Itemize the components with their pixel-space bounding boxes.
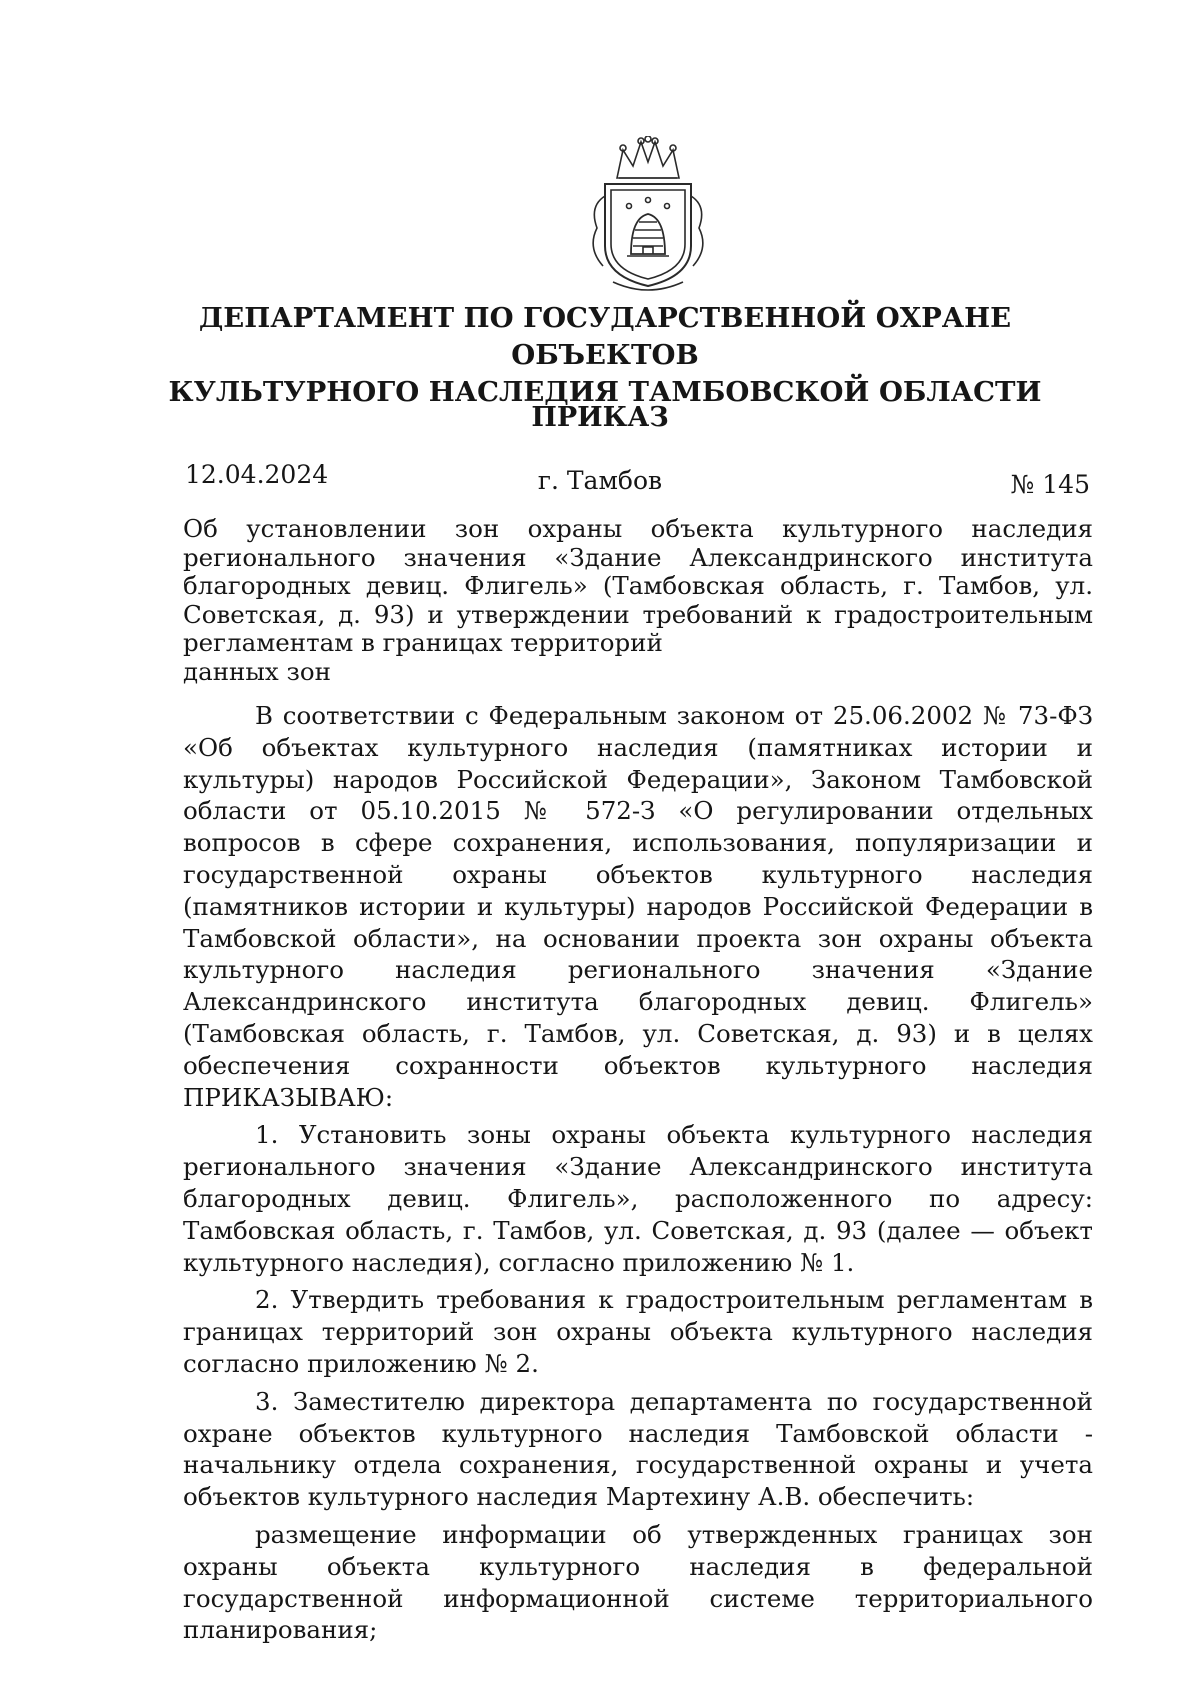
order-item-2: 2. Утвердить требования к градостроительным регламентам в границах территорий зон охраны объекта культурного наследия согласно приложению № 2. [183,1285,1093,1378]
document-number: № 145 [1010,470,1090,499]
subject-text: Об установлении зон охраны объекта культурного наследия регионального значения «Здание Александринского института благородных девиц. Флигель» (Тамбовская область, г. Тамбов, ул. Советская, д. 93) и утверждении требований к градостроительным регламентам в границах территорий [183,514,1093,657]
order-item-3-sub: размещение информации об утвержденных границах зон охраны объекта культурного наследия в федеральной государственной информационной системе территориального планирования; [183,1519,1093,1645]
organization-title [150,300,1060,411]
tambov-coat-of-arms-icon [583,136,713,294]
organization-title-line2: КУЛЬТУРНОГО НАСЛЕДИЯ ТАМБОВСКОЙ ОБЛАСТИ [168,376,1042,408]
order-item-3: 3. Заместителю директора департамента по государственной охране объектов культурного наследия Тамбовской области - начальнику отдела сохранения, государственной охраны и учета объектов культурного наследия Мартехину А.В. обеспечить: [183,1386,1093,1512]
document-type: ПРИКАЗ [531,402,669,433]
document-body [183,700,1093,1652]
document-subject [183,515,1093,686]
document-date: 12.04.2024 [185,460,329,489]
preamble-paragraph: В соответствии с Федеральным законом от 25.06.2002 № 73-ФЗ «Об объектах культурного наследия (памятниках истории и культуры) народов Российской Федерации», Законом Тамбовской области от 05.10.2015 № 572-З «О регулировании отдельных вопросов в сфере сохранения, использования, популяризации и государственной охраны объектов культурного наследия (памятников истории и культуры) народов Российской Федерации в Тамбовской области», на основании проекта зон охраны объекта культурного наследия регионального значения «Здание Александринского института благородных девиц. Флигель» (Тамбовская область, г. Тамбов, ул. Советская, д. 93) и в целях обеспечения сохранности объектов культурного наследия ПРИКАЗЫВАЮ: [183,701,1093,1112]
order-item-1: 1. Установить зоны охраны объекта культурного наследия регионального значения «Здание Александринского института благородных девиц. Флигель», расположенного по адресу: Тамбовская область, г. Тамбов, ул. Советская, д. 93 (далее — объект культурного наследия), согласно приложению № 1. [183,1120,1093,1277]
document-city: г. Тамбов [537,466,663,495]
subject-last-line: данных зон [183,656,331,686]
organization-title-line1: ДЕПАРТАМЕНТ ПО ГОСУДАРСТВЕННОЙ ОХРАНЕ ОБЪЕКТОВ [198,302,1012,371]
